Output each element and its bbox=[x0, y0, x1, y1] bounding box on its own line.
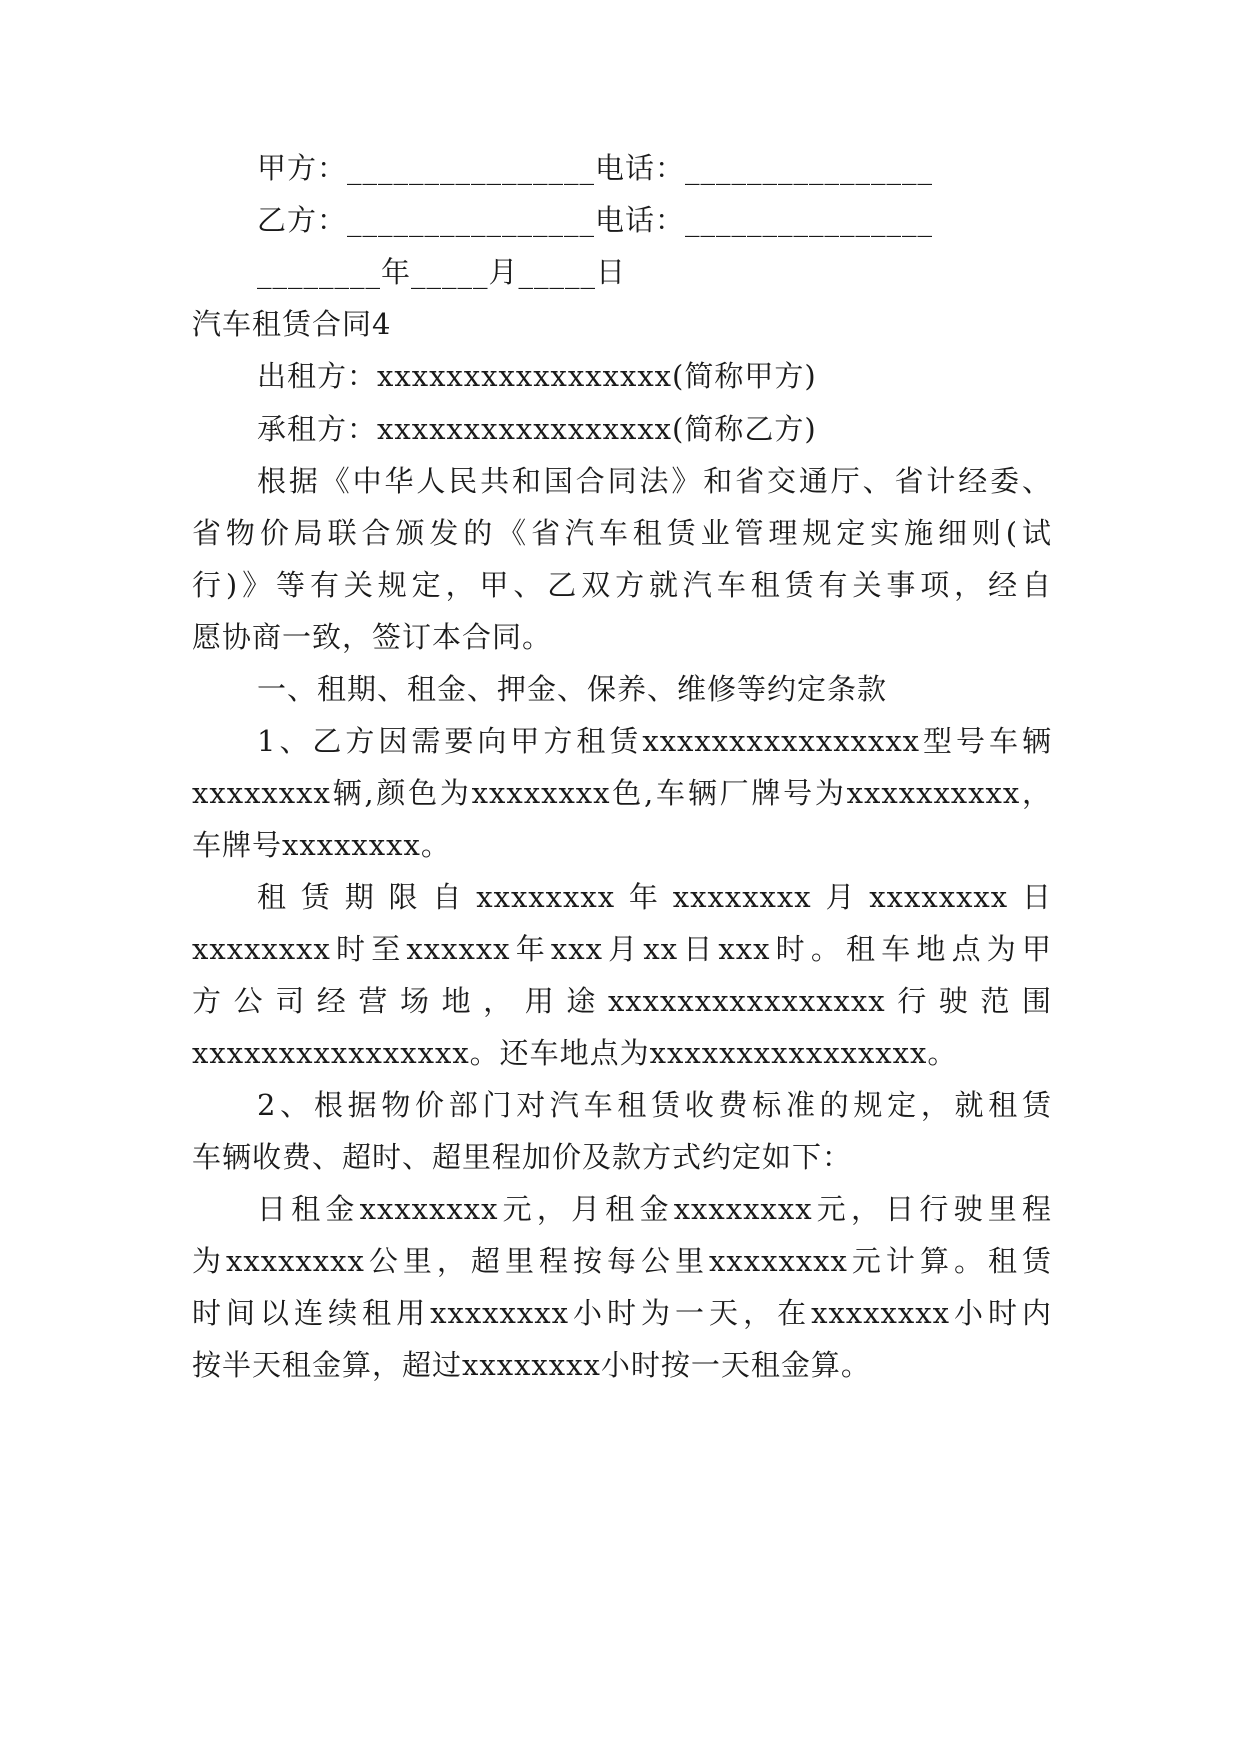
lessor-line: 出租方：xxxxxxxxxxxxxxxxx(简称甲方) bbox=[257, 359, 817, 393]
term-line-4: xxxxxxxxxxxxxxxx。还车地点为xxxxxxxxxxxxxxxx。 bbox=[192, 1036, 958, 1070]
preamble-line-3: 行)》等有关规定，甲、乙双方就汽车租赁有关事项，经自 bbox=[192, 568, 1052, 602]
clause-2-line-1: 2、根据物价部门对汽车租赁收费标准的规定，就租赁 bbox=[257, 1088, 1052, 1122]
section-heading: 一、租期、租金、押金、保养、维修等约定条款 bbox=[257, 672, 888, 706]
preamble-line-4: 愿协商一致，签订本合同。 bbox=[192, 620, 553, 654]
contract-title: 汽车租赁合同4 bbox=[192, 307, 392, 341]
date-line: ________年_____月_____日 bbox=[257, 255, 627, 289]
party-a-line: 甲方：________________电话：________________ bbox=[257, 151, 934, 185]
preamble-line-1: 根据《中华人民共和国合同法》和省交通厅、省计经委、 bbox=[257, 464, 1052, 498]
rent-line-4: 按半天租金算，超过xxxxxxxx小时按一天租金算。 bbox=[192, 1348, 871, 1382]
term-line-2: xxxxxxxx时至xxxxxx年xxx月xx日xxx时。租车地点为甲 bbox=[192, 932, 1052, 966]
clause-1-line-3: 车牌号xxxxxxxx。 bbox=[192, 828, 451, 862]
clause-1-line-1: 1、乙方因需要向甲方租赁xxxxxxxxxxxxxxxx型号车辆 bbox=[257, 724, 1052, 758]
clause-2-line-2: 车辆收费、超时、超里程加价及款方式约定如下： bbox=[192, 1140, 853, 1174]
term-line-3: 方公司经营场地，用途xxxxxxxxxxxxxxxx行驶范围 bbox=[192, 984, 1052, 1018]
clause-1-line-2: xxxxxxxx辆,颜色为xxxxxxxx色,车辆厂牌号为xxxxxxxxxx， bbox=[192, 776, 1052, 810]
preamble-line-2: 省物价局联合颁发的《省汽车租赁业管理规定实施细则(试 bbox=[192, 516, 1052, 550]
rent-line-1: 日租金xxxxxxxx元，月租金xxxxxxxx元，日行驶里程 bbox=[257, 1192, 1052, 1226]
party-b-line: 乙方：________________电话：________________ bbox=[257, 203, 934, 237]
rent-line-2: 为xxxxxxxx公里，超里程按每公里xxxxxxxx元计算。租赁 bbox=[192, 1244, 1052, 1278]
term-line-1: 租赁期限自xxxxxxxx年xxxxxxxx月xxxxxxxx日 bbox=[257, 880, 1052, 914]
lessee-line: 承租方：xxxxxxxxxxxxxxxxx(简称乙方) bbox=[257, 412, 817, 446]
rent-line-3: 时间以连续租用xxxxxxxx小时为一天，在xxxxxxxx小时内 bbox=[192, 1296, 1052, 1330]
